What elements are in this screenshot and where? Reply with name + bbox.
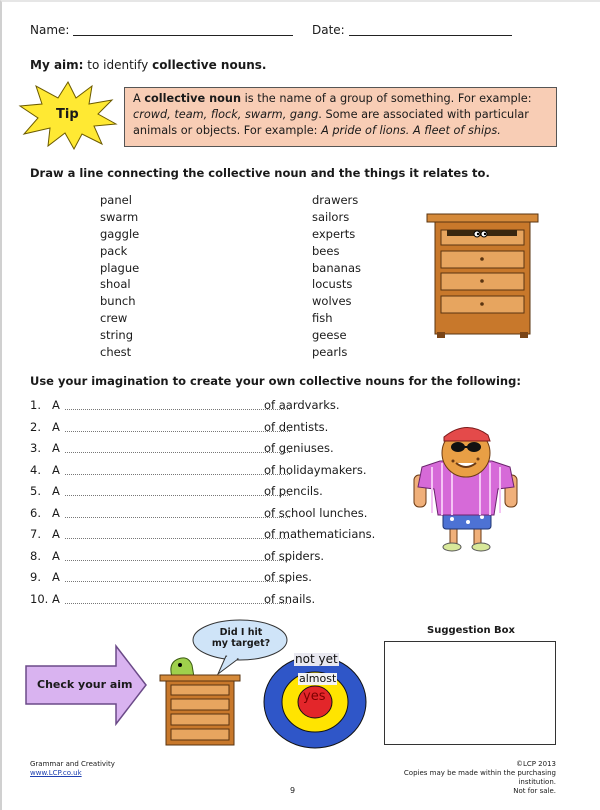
question-number: 4. [30, 462, 41, 477]
footer-right [380, 760, 556, 796]
footer-copyright: ©LCP 2013 [515, 760, 556, 768]
noun-phrase: of dentists. [264, 419, 329, 434]
article: A [52, 548, 60, 563]
question-row [30, 441, 390, 463]
noun-phrase: of mathematicians. [264, 527, 376, 541]
noun-phrase: of pencils. [264, 484, 323, 498]
question-row [30, 463, 390, 485]
question-row [30, 527, 390, 549]
answer-blank[interactable] [65, 431, 290, 432]
article: A [52, 527, 60, 541]
name-row [30, 23, 293, 37]
chest-of-drawers-icon [425, 210, 540, 340]
small-drawers-icon [158, 655, 242, 747]
speech-bubble-text [210, 627, 272, 649]
target-label-not-yet: not yet [295, 652, 338, 666]
cartoon-character-icon [408, 425, 523, 555]
right-word[interactable]: bananas [312, 260, 362, 275]
footer-copy-note: Copies may be made within the purchasing institution. [403, 769, 556, 786]
tip-example: A pride of lions. [321, 124, 410, 137]
question-row [30, 506, 390, 528]
question-number: 6. [30, 505, 41, 520]
article: A [52, 441, 60, 455]
answer-blank[interactable] [65, 517, 290, 518]
noun-phrase: of geniuses. [264, 441, 334, 455]
right-word-list [312, 192, 361, 361]
left-word[interactable]: pack [100, 243, 128, 258]
question-number: 2. [30, 419, 41, 434]
target-label-yes: yes [303, 689, 326, 704]
left-word[interactable]: shoal [100, 277, 131, 292]
noun-phrase: of aardvarks. [264, 398, 340, 412]
left-word[interactable]: gaggle [100, 226, 140, 241]
left-word[interactable]: plague [100, 260, 140, 275]
tip-line-1 [133, 91, 548, 107]
tip-box [124, 87, 557, 147]
check-aim-label: Check your aim [37, 678, 133, 691]
aim-prefix: My aim: [30, 58, 84, 72]
question-row [30, 484, 390, 506]
bubble-line: my target? [211, 638, 271, 649]
aim-text: to identify [87, 58, 149, 72]
name-label: Name: [30, 23, 70, 37]
tip-example: A fleet of ships. [412, 124, 501, 137]
left-word-list [100, 192, 139, 361]
right-word[interactable]: locusts [312, 277, 353, 292]
right-word[interactable]: sailors [312, 209, 350, 224]
article: A [52, 419, 60, 434]
question-number: 10. [30, 591, 49, 606]
answer-blank[interactable] [65, 560, 290, 561]
answer-blank[interactable] [65, 409, 290, 410]
date-field[interactable] [349, 23, 512, 36]
tip-badge-label: Tip [56, 107, 79, 122]
name-field[interactable] [73, 23, 293, 36]
bubble-line: Did I hit [219, 627, 263, 638]
tip-line-2 [133, 107, 548, 123]
date-label: Date: [312, 23, 345, 37]
tip-keyword: collective noun [144, 92, 242, 105]
question-row [30, 398, 390, 420]
answer-blank[interactable] [65, 603, 290, 604]
article: A [52, 570, 60, 584]
answer-blank[interactable] [65, 581, 290, 582]
article: A [52, 591, 60, 606]
right-word[interactable]: geese [312, 328, 347, 343]
question-number: 3. [30, 441, 41, 455]
question-row [30, 592, 390, 614]
aim-keyword: collective nouns. [152, 58, 267, 72]
noun-phrase: of spies. [264, 570, 312, 584]
section2-instruction: Use your imagination to create your own collective nouns for the following: [30, 374, 521, 388]
tip-text: animals or objects. For example: [133, 124, 322, 137]
right-word[interactable]: wolves [312, 294, 352, 309]
answer-blank[interactable] [65, 452, 290, 453]
article: A [52, 484, 60, 498]
section1-instruction: Draw a line connecting the collective noun and the things it relates to. [30, 166, 490, 180]
footer-sale-note: Not for sale. [513, 787, 556, 795]
right-word[interactable]: pearls [312, 345, 348, 360]
left-word[interactable]: bunch [100, 294, 136, 309]
date-row [312, 23, 512, 37]
right-word[interactable]: fish [312, 311, 333, 326]
tip-examples: crowd, team, flock, swarm, gang [133, 108, 319, 121]
answer-blank[interactable] [65, 538, 290, 539]
question-number: 1. [30, 398, 41, 412]
article: A [52, 462, 60, 477]
answer-blank[interactable] [65, 474, 290, 475]
noun-phrase: of snails. [264, 591, 316, 606]
right-word[interactable]: bees [312, 243, 340, 258]
suggestion-box-title: Suggestion Box [427, 625, 515, 636]
left-word[interactable]: crew [100, 311, 128, 326]
suggestion-box[interactable] [384, 641, 556, 745]
left-word[interactable]: chest [100, 345, 132, 360]
footer-series: Grammar and Creativity [30, 760, 115, 768]
tip-text: is the name of a group of something. For example: [241, 92, 532, 105]
footer-link[interactable]: www.LCP.co.uk [30, 769, 82, 777]
tip-line-3 [133, 123, 548, 139]
right-word[interactable]: drawers [312, 193, 359, 207]
noun-phrase: of school lunches. [264, 505, 368, 520]
answer-blank[interactable] [65, 495, 290, 496]
tip-text: . Some are associated with particular [318, 108, 529, 121]
question-number: 5. [30, 484, 41, 498]
noun-phrase: of spiders. [264, 548, 324, 563]
noun-phrase: of holidaymakers. [264, 462, 367, 477]
question-row [30, 549, 390, 571]
right-word[interactable]: experts [312, 226, 356, 241]
target-label-almost: almost [299, 672, 337, 685]
question-number: 7. [30, 527, 41, 541]
left-word[interactable]: panel [100, 193, 132, 207]
article: A [52, 398, 60, 412]
footer-left [30, 760, 115, 778]
page-number: 9 [290, 786, 296, 795]
aim-line [30, 58, 267, 72]
tip-text: A [133, 92, 145, 105]
left-word[interactable]: swarm [100, 209, 139, 224]
question-number: 9. [30, 570, 41, 584]
left-word[interactable]: string [100, 328, 134, 343]
question-number: 8. [30, 548, 41, 563]
question-row [30, 420, 390, 442]
article: A [52, 505, 60, 520]
question-row [30, 570, 390, 592]
